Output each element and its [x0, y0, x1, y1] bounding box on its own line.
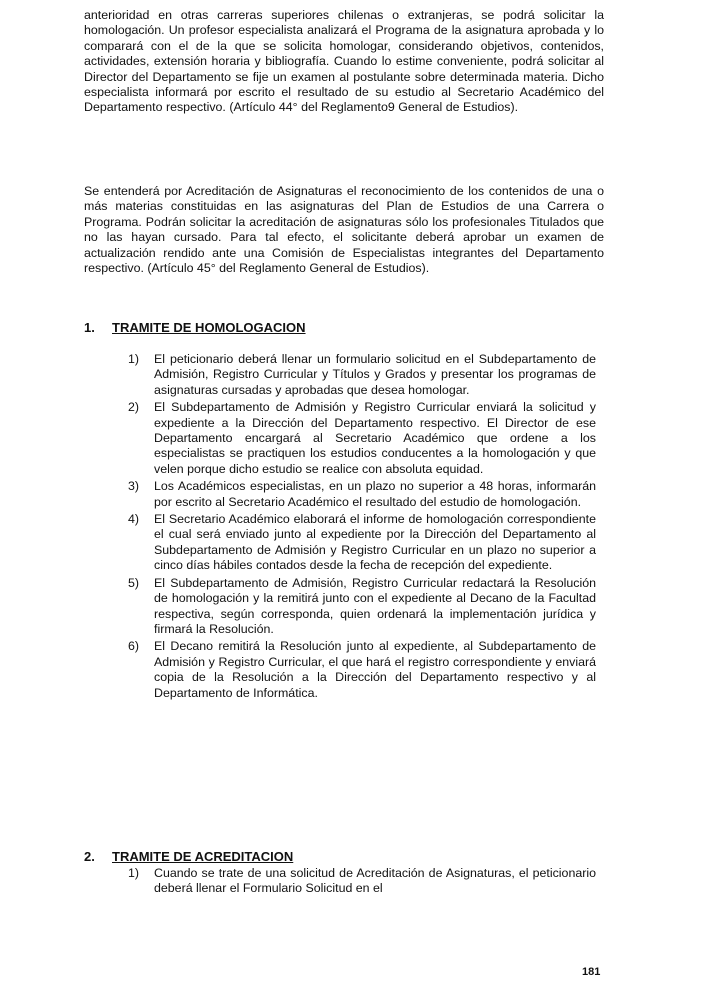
list-item-marker: 1) [128, 866, 140, 880]
list-item-text: El Subdepartamento de Admisión, Registro Curricular redactará la Resolución de homologación y la remitirá junto con el expediente al Decano de la Facultad respectiva, según corresponda, quien ordenará la implementación jurídica y firmará la Resolución. [154, 575, 596, 636]
section-title: TRAMITE DE ACREDITACION [112, 849, 294, 864]
list-item-text: Los Académicos especialistas, en un plazo no superior a 48 horas, informarán por escrito al Secretario Académico el resultado del estudio de homologación. [154, 479, 596, 509]
list-item-marker: 3) [128, 479, 140, 494]
list-item-text: El Secretario Académico elaborará el informe de homologación correspondiente el cual será enviado junto al expediente por la Dirección del Departamento al Subdepartamento de Admisión y Registro Curricular en un plazo no superior a cinco días hábiles contados desde la fecha de recepción del expediente. [154, 512, 596, 573]
list-item [128, 479, 596, 510]
list-item-text: El peticionario deberá llenar un formulario solicitud en el Subdepartamento de Admisión, Registro Curricular y Títulos y Grados y presentar los programas de asignaturas cursadas y aprobadas que desea homologar. [154, 352, 596, 397]
section-number: 1. [84, 320, 95, 335]
list-item-marker: 4) [128, 512, 140, 527]
homologation-steps-list [128, 352, 596, 703]
section-heading-homologation [84, 320, 306, 335]
list-item [128, 576, 596, 638]
section-heading-accreditation [84, 849, 293, 864]
section-title: TRAMITE DE HOMOLOGACION [112, 320, 306, 335]
page-number: 181 [582, 966, 601, 978]
list-item-text: El Subdepartamento de Admisión y Registro Curricular enviará la solicitud y expediente a la Dirección del Departamento respectivo. El Director de ese Departamento encargará al Secretario Académico que ordene a los especialistas se practiquen los estudios conducentes a la homologación y que velen porque dicho estudio se realice con absoluta equidad. [154, 400, 596, 476]
list-item [128, 400, 596, 477]
list-item [128, 512, 596, 574]
paragraph-accreditation-definition: Se entenderá por Acreditación de Asignaturas el reconocimiento de los contenidos de una o más materias constituidas en las asignaturas del Plan de Estudios de una Carrera o Programa. Podrán solicitar la acreditación de asignaturas sólo los profesionales Titulados que no las hayan cursado. Para tal efecto, el solicitante deberá aprobar un examen de actualización rendido ante una Comisión de Especialistas integrantes del Departamento respectivo. (Artículo 45° del Reglamento General de Estudios). [84, 184, 604, 276]
list-item-marker: 5) [128, 575, 140, 590]
list-item-marker: 2) [128, 400, 140, 415]
list-item [128, 352, 596, 398]
section-number: 2. [84, 849, 95, 864]
list-item [128, 866, 596, 897]
list-item-marker: 1) [128, 352, 140, 366]
list-item [128, 639, 596, 701]
list-item-text: Cuando se trate de una solicitud de Acreditación de Asignaturas, el peticionario deberá llenar el Formulario Solicitud en el [154, 866, 596, 896]
paragraph-homologation-intro: anterioridad en otras carreras superiores chilenas o extranjeras, se podrá solicitar la homologación. Un profesor especialista analizará el Programa de la asignatura aprobada y lo comparará con el de la que se solicita homologar, considerando objetivos, contenidos, actividades, extensión horaria y bibliografía. Cuando lo estime conveniente, podrá solicitar al Director del Departamento se fije un examen al postulante sobre determinada materia. Dicho especialista informará por escrito el resultado de su estudio al Secretario Académico del Departamento respectivo. (Artículo 44° del Reglamento9 General de Estudios). [84, 8, 604, 115]
list-item-marker: 6) [128, 639, 140, 654]
list-item-text: El Decano remitirá la Resolución junto al expediente, al Subdepartamento de Admisión y Registro Curricular, el que hará el registro correspondiente y enviará copia de la Resolución a la Dirección del Departamento respectivo y al Departamento de Informática. [154, 639, 596, 700]
accreditation-steps-list [128, 866, 596, 899]
